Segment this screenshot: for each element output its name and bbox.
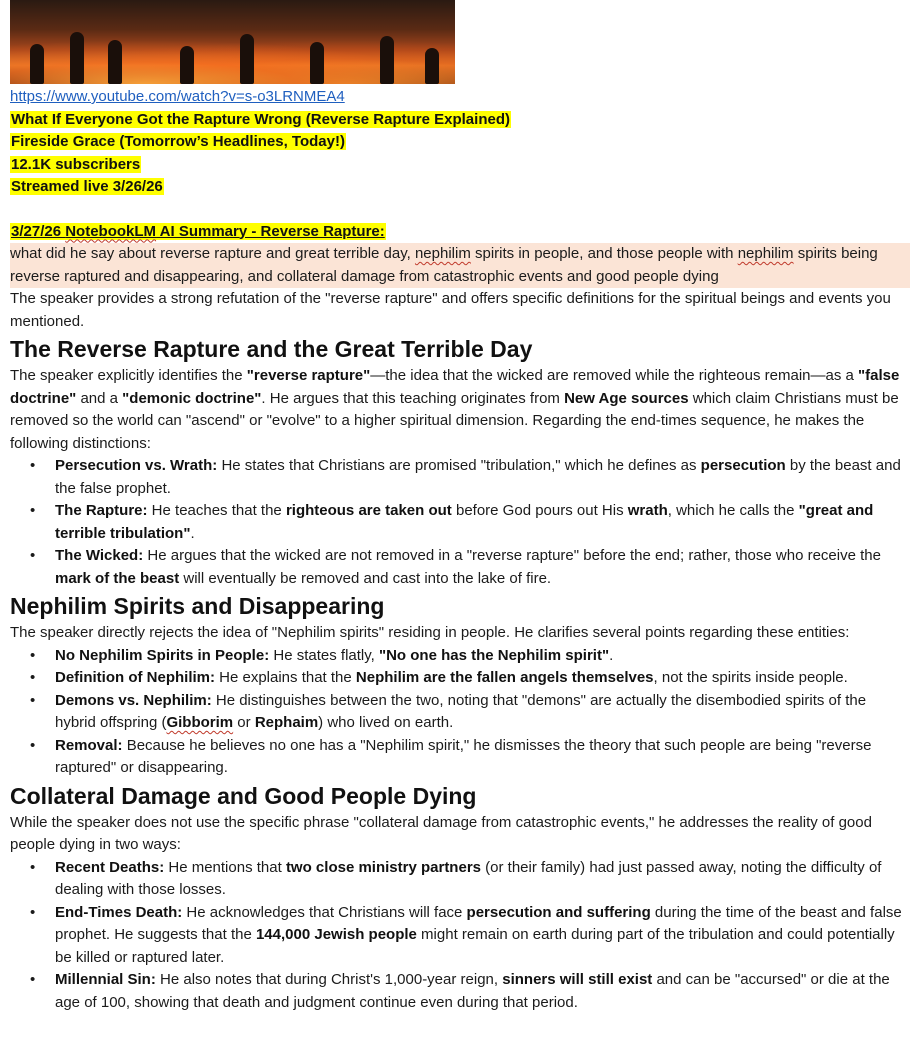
list-item: • Persecution vs. Wrath: He states that Christians are promised "tribulation," which he defines as persecution by the beast and the false prophet. bbox=[30, 457, 901, 497]
bullet-icon: • bbox=[30, 903, 36, 921]
silhouette-figure bbox=[240, 34, 254, 84]
section-heading: Nephilim Spirits and Disappearing bbox=[10, 593, 385, 619]
list-item: • Demons vs. Nephilim: He distinguishes between the two, noting that "demons" are actually the disembodied spirits of the hybrid offspring (Gibborim or Rephaim) who lived on earth. bbox=[30, 691, 867, 731]
silhouette-figure bbox=[108, 40, 122, 84]
spellcheck-word[interactable]: Gibborim bbox=[166, 714, 234, 731]
silhouette-figure bbox=[180, 46, 194, 84]
section-heading: Collateral Damage and Good People Dying bbox=[10, 782, 477, 809]
subscriber-count: 12.1K subscribers bbox=[11, 155, 141, 173]
list-item: • Definition of Nephilim: He explains that the Nephilim are the fallen angels themselves, not the spirits inside people. bbox=[55, 667, 910, 690]
silhouette-figure bbox=[425, 48, 439, 84]
section-paragraph: The speaker explicitly identifies the "reverse rapture"—the idea that the wicked are removed while the righteous remain—as a "false doctrine" and a "demonic doctrine". He argues that this teaching originates from New Age sources which claim Christians must be removed so the world can "ascend" or "evolve" to a higher spiritual dimension. Regarding the end-times sequence, he makes the following distinctions: bbox=[10, 367, 900, 452]
bullet-icon: • bbox=[30, 858, 36, 876]
section-heading: The Reverse Rapture and the Great Terrible Day bbox=[10, 336, 533, 362]
video-title: What If Everyone Got the Rapture Wrong (Reverse Rapture Explained) bbox=[11, 110, 510, 128]
spellcheck-word[interactable]: NotebookLM bbox=[65, 222, 157, 240]
bullet-icon: • bbox=[30, 457, 36, 474]
bullet-icon: • bbox=[30, 646, 36, 664]
list-item: • Millennial Sin: He also notes that during Christ's 1,000-year reign, sinners will still exist and can be "accursed" or die at the age of 100, showing that death and judgment continue even during that period. bbox=[30, 971, 890, 1011]
list-item: • End-Times Death: He acknowledges that Christians will face persecution and suffering during the time of the beast and false prophet. He suggests that the 144,000 Jewish people might remain on earth during part of the tribulation and could potentially be killed or raptured later. bbox=[30, 903, 902, 966]
spellcheck-word[interactable]: nephilim bbox=[414, 245, 471, 262]
channel-name: Fireside Grace (Tomorrow’s Headlines, Today!) bbox=[11, 133, 345, 150]
video-link[interactable]: https://www.youtube.com/watch?v=s-o3LRNMEA4 bbox=[10, 88, 345, 105]
list-item: • No Nephilim Spirits in People: He states flatly, "No one has the Nephilim spirit". bbox=[55, 645, 910, 668]
bullet-list bbox=[10, 645, 910, 780]
silhouette-figure bbox=[310, 42, 324, 84]
video-thumbnail[interactable] bbox=[10, 0, 455, 84]
bullet-list bbox=[10, 455, 910, 590]
spacer bbox=[10, 199, 910, 221]
section-paragraph: While the speaker does not use the specific phrase "collateral damage from catastrophic events," he addresses the reality of good people dying in two ways: bbox=[10, 813, 872, 853]
list-item: • The Wicked: He argues that the wicked are not removed in a "reverse rapture" before the end; rather, those who receive the mark of the beast will eventually be removed and cast into the lake of fire. bbox=[30, 547, 881, 587]
summary-intro: The speaker provides a strong refutation of the "reverse rapture" and offers specific definitions for the spiritual beings and events you mentioned. bbox=[10, 290, 891, 330]
bullet-icon: • bbox=[30, 971, 36, 988]
silhouette-figure bbox=[70, 32, 84, 84]
section-paragraph: The speaker directly rejects the idea of "Nephilim spirits" residing in people. He clarifies several points regarding these entities: bbox=[10, 624, 850, 641]
document-body bbox=[10, 0, 910, 1014]
list-item: • Recent Deaths: He mentions that two close ministry partners (or their family) had just passed away, noting the difficulty of dealing with those losses. bbox=[30, 858, 882, 898]
stream-date: Streamed live 3/26/26 bbox=[11, 178, 163, 195]
user-query: what did he say about reverse rapture and great terrible day, nephilim spirits in people, and those people with nephilim spirits being reverse raptured and disappearing, and collateral damage from catastrophic events and good people dying bbox=[10, 243, 910, 288]
bullet-icon: • bbox=[30, 502, 36, 519]
bullet-list bbox=[10, 857, 910, 1015]
bullet-icon: • bbox=[30, 669, 36, 686]
list-item: • The Rapture: He teaches that the righteous are taken out before God pours out His wrath, which he calls the "great and terrible tribulation". bbox=[30, 502, 874, 542]
silhouette-figure bbox=[30, 44, 44, 84]
bullet-icon: • bbox=[30, 691, 36, 709]
bullet-icon: • bbox=[30, 736, 36, 754]
silhouette-figure bbox=[380, 36, 394, 84]
summary-heading: 3/27/26 NotebookLM AI Summary - Reverse Rapture: bbox=[11, 222, 385, 240]
spellcheck-word[interactable]: nephilim bbox=[737, 245, 794, 262]
list-item: • Removal: Because he believes no one has a "Nephilim spirit," he dismisses the theory that such people are being "reverse raptured" or disappearing. bbox=[30, 736, 872, 776]
bullet-icon: • bbox=[30, 547, 36, 564]
